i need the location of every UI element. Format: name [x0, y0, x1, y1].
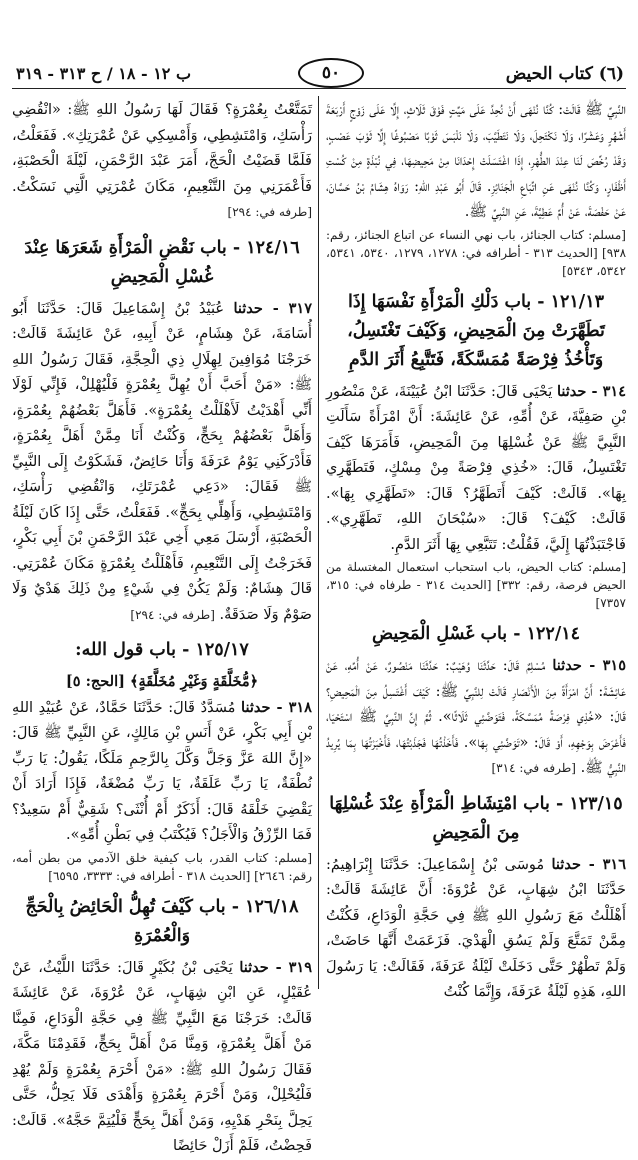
footnote-315: [طرفه في: ٣١٤]	[491, 761, 576, 775]
hadith-315	[326, 653, 626, 782]
hadith-number-316: ٣١٦ - حدثنا	[551, 855, 626, 873]
chapter-heading-122: ١٢٢/١٤ - باب غَسْلِ الْمَحِيضِ	[371, 624, 581, 644]
chapter-heading-123: ١٢٣/١٥ - باب امْتِشَاطِ الْمَرْأَةِ عِنْدَ غُسْلِهَا مِنَ الْمَحِيضِ	[329, 793, 623, 843]
footnote-317: [طرفه في: ٢٩٤]	[130, 607, 215, 622]
hadith-number-314: ٣١٤ - حدثنا	[556, 382, 626, 400]
hadith-number-319: ٣١٩ - حدثنا	[239, 958, 312, 976]
footnote-318: [مسلم: كتاب القدر، باب كيفية خلق الآدمي من بطن أمه، رقم: ٢٦٤٦] [الحديث ٣١٨ - أطرافه في: ٣٣٣٣، ٦٥٩٥]	[12, 850, 312, 883]
chapter-title: (٦) كتاب الحيض	[505, 64, 624, 84]
hadith-316-end	[12, 98, 312, 226]
hadith-number-317: ٣١٧ - حدثنا	[233, 299, 312, 317]
chapter-heading-125: ١٢٥/١٧ - باب قول الله:	[75, 640, 249, 660]
hadith-319	[12, 955, 312, 1160]
hadith-313-end: النَّبِيِّ ﷺ قَالَتْ: كُنَّا نُنْهَى أَنْ نُحِدَّ عَلَى مَيِّتٍ فَوْقَ ثَلَاثٍ، إِلَّا عَلَى زَوْجٍ أَرْبَعَةَ أَشْهُرٍ وَعَشْرًا، وَلَا نَكْتَحِلَ، وَلَا نَتَطَيَّبَ، وَلَا نَلْبَسَ ثَوْبًا مَصْبُوغًا إِلَّا ثَوْبَ عَصْبٍ، وَقَدْ رُخِّصَ لَنَا عِنْدَ الطُّهْرِ، إِذَا اغْتَسَلَتْ إِحْدَانَا مِنْ مَحِيضِهَا، فِي نُبْذَةٍ مِنْ كُسْتِ أَظْفَارٍ، وَكُنَّا نُنْهَى عَنِ اتِّبَاعِ الْجَنَائِزِ. قَالَ أَبُو عَبْدِ اللهِ: رَوَاهُ هِشَامُ بْنُ حَسَّانَ، عَنْ حَفْصَةَ، عَنْ أُمِّ عَطِيَّةَ، عَنِ النَّبِيِّ ﷺ.	[326, 102, 626, 220]
hadith-318	[12, 695, 312, 849]
hadith-314	[326, 379, 626, 559]
quran-verse: ﴿مُّخَلَّقَةٍ وَغَيْرِ مُخَلَّقَةٍ﴾ [الحج: ٥]	[65, 673, 259, 690]
hadith-number-315: ٣١٥ - حدثنا	[552, 657, 626, 674]
hadith-number-318: ٣١٨ - حدثنا	[241, 698, 312, 716]
right-column	[326, 98, 627, 1000]
footnote-314: [مسلم: كتاب الحيض، باب استحباب استعمال المغتسلة من الحيض فرصة، رقم: ٣٣٢] [الحديث ٣١٤ - طرفاه في: ٣١٥، ٧٣٥٧]	[326, 560, 627, 610]
hadith-316	[326, 852, 626, 1006]
footnote-316: [طرفه في: ٢٩٤]	[227, 205, 312, 219]
column-divider	[318, 96, 319, 989]
hadith-316-continuation: تَمَتَّعْتُ بِعُمْرَةٍ؟ فَقَالَ لَهَا رَسُولُ اللهِ ﷺ: «انْقُضِي رَأْسَكِ، وَامْتَشِطِي، وَأَمْسِكِي عَنْ عُمْرَتِكِ». فَفَعَلْتُ، فَلَمَّا قَضَيْتُ الْحَجَّ، أَمَرَ عَبْدَ الرَّحْمَنِ، لَيْلَةَ الْحَصْبَةِ، فَأَعْمَرَنِي مِنَ التَّنْعِيمِ، مَكَانَ عُمْرَتِي الَّتِي نَسَكْتُ.	[12, 102, 312, 195]
hadith-317	[12, 296, 312, 629]
footnote-313: [مسلم: كتاب الجنائز، باب نهي النساء عن اتباع الجنائز، رقم: ٩٣٨] [الحديث ٣١٣ - أطرافه في: ١٢٧٨، ١٢٧٩، ٥٣٤٠، ٥٣٤١، ٥٣٤٢، ٥٣٤٣]	[326, 227, 627, 278]
left-column	[12, 98, 312, 1154]
hadith-text-318: مُسَدَّدٌ قَالَ: حَدَّثَنَا حَمَّادٌ، عَنْ عُبَيْدِ اللهِ بْنِ أَبِي بَكْرٍ، عَنْ أَنَسِ بْنِ مَالِكٍ، عَنِ النَّبِيِّ ﷺ قَالَ: «إِنَّ اللهَ عَزَّ وَجَلَّ وَكَّلَ بِالرَّحِمِ مَلَكًا، يَقُولُ: يَا رَبِّ نُطْفَةٌ، يَا رَبِّ عَلَقَةٌ، يَا رَبِّ مُضْغَةٌ، فَإِذَا أَرَادَ أَنْ يَقْضِيَ خَلْقَهُ قَالَ: أَذَكَرٌ أَمْ أُنْثَى؟ شَقِيٌّ أَمْ سَعِيدٌ؟ فَمَا الرِّزْقُ وَالْأَجَلُ؟ فَيُكْتَبُ فِي بَطْنِ أُمِّهِ».	[12, 699, 312, 843]
hadith-text-314: يَحْيَى قَالَ: حَدَّثَنَا ابْنُ عُيَيْنَةَ، عَنْ مَنْصُورِ بْنِ صَفِيَّةَ، عَنْ أُمِّهِ، عَنْ عَائِشَةَ: أَنَّ امْرَأَةً سَأَلَتِ النَّبِيَّ ﷺ عَنْ غُسْلِهَا مِنَ الْمَحِيضِ، فَأَمَرَهَا كَيْفَ تَغْتَسِلُ، قَالَ: «خُذِي فِرْصَةً مِنْ مِسْكٍ، فَتَطَهَّرِي بِهَا». قَالَتْ: كَيْفَ أَتَطَهَّرُ؟ قَالَ: «تَطَهَّرِي بِهَا». قَالَتْ: كَيْفَ؟ قَالَ: «سُبْحَانَ اللهِ، تَطَهَّرِي». فَاجْتَبَذْتُهَا إِلَيَّ، فَقُلْتُ: تَتَبَّعِي بِهَا أَثَرَ الدَّمِ.	[326, 383, 626, 553]
hadith-range: ب ١٢ - ١٨ / ح ٣١٣ - ٣١٩	[16, 64, 192, 83]
hadith-text-319: يَحْيَى بْنُ بُكَيْرٍ قَالَ: حَدَّثَنَا اللَّيْثُ، عَنْ عُقَيْلٍ، عَنِ ابْنِ شِهَابٍ، عَنْ عُرْوَةَ، عَنْ عَائِشَةَ قَالَتْ: خَرَجْنَا مَعَ النَّبِيِّ ﷺ فِي حَجَّةِ الْوَدَاعِ، فَمِنَّا مَنْ أَهَلَّ بِعُمْرَةٍ، وَمِنَّا مَنْ أَهَلَّ بِحَجٍّ، فَقَدِمْنَا مَكَّةَ، فَقَالَ رَسُولُ اللهِ ﷺ: «مَنْ أَحْرَمَ بِعُمْرَةٍ وَلَمْ يُهْدِ فَلْيُحْلِلْ، وَمَنْ أَحْرَمَ بِعُمْرَةٍ وَأَهْدَى فَلَا يَحِلُّ، حَتَّى يَحِلَّ بِنَحْرِ هَدْيِهِ، وَمَنْ أَهَلَّ بِحَجٍّ فَلْيُتِمَّ حَجَّهُ». قَالَتْ: فَحِضْتُ، فَلَمْ أَزَلْ حَائِضًا	[12, 959, 312, 1154]
chapter-heading-126: ١٢٦/١٨ - باب كَيْفَ تُهِلُّ الْحَائِضُ بِالْحَجِّ وَالْعُمْرَةِ	[25, 896, 299, 946]
hadith-text-315: مُسْلِمٌ قَالَ: حَدَّثَنَا وُهَيْبٌ: حَدَّثَنَا مَنْصُورٌ، عَنْ أُمِّهِ، عَنْ عَائِشَةَ: أَنَّ امْرَأَةً مِنَ الْأَنْصَارِ قَالَتْ لِلنَّبِيِّ ﷺ: كَيْفَ أَغْتَسِلُ مِنَ الْمَحِيضِ؟ قَالَ: «خُذِي فِرْصَةً مُمَسَّكَةً، فَتَوَضَّئِي ثَلَاثًا». ثُمَّ إِنَّ النَّبِيَّ ﷺ اسْتَحْيَا، فَأَعْرَضَ بِوَجْهِهِ، أَوْ قَالَ: «تَوَضَّئِي بِهَا». فَأَخَذْتُهَا فَجَذَبْتُهَا، فَأَخْبَرْتُهَا بِمَا يُرِيدُ النَّبِيُّ ﷺ.	[326, 658, 626, 776]
hadith-text-316: مُوسَى بْنُ إِسْمَاعِيلَ: حَدَّثَنَا إِبْرَاهِيمُ: حَدَّثَنَا ابْنُ شِهَابٍ، عَنْ عُرْوَةَ: أَنَّ عَائِشَةَ قَالَتْ: أَهْلَلْتُ مَعَ رَسُولِ اللهِ ﷺ فِي حَجَّةِ الْوَدَاعِ، فَكُنْتُ مِمَّنْ تَمَتَّعَ وَلَمْ يَسُقِ الْهَدْيَ. فَزَعَمَتْ أَنَّهَا حَاضَتْ، وَلَمْ تَطْهُرْ حَتَّى دَخَلَتْ لَيْلَةُ عَرَفَةَ، فَقَالَتْ: يَا رَسُولَ اللهِ، هَذِهِ لَيْلَةُ عَرَفَةَ، وَإِنَّمَا كُنْتُ	[326, 856, 626, 1000]
chapter-heading-124: ١٢٤/١٦ - باب نَقْضِ الْمَرْأَةِ شَعَرَهَا عِنْدَ غُسْلِ الْمَحِيضِ	[24, 237, 300, 287]
chapter-heading-121: ١٢١/١٣ - باب دَلْكِ الْمَرْأَةِ نَفْسَهَا إِذَا تَطَهَّرَتْ مِنَ الْمَحِيضِ، وَكَيْفَ تَغْتَسِلُ، وَتَأْخُذُ فِرْصَةً مُمَسَّكَةً، فَتَتَّبِعُ أَثَرَ الدَّمِ	[347, 291, 605, 370]
page-header	[12, 58, 626, 89]
hadith-text-317: عُبَيْدُ بْنُ إِسْمَاعِيلَ قَالَ: حَدَّثَنَا أَبُو أُسَامَةَ، عَنْ هِشَامٍ، عَنْ أَبِيهِ، عَنْ عَائِشَةَ قَالَتْ: خَرَجْنَا مُوَافِينَ لِهِلَالِ ذِي الْحِجَّةِ، فَقَالَ رَسُولُ اللهِ ﷺ: «مَنْ أَحَبَّ أَنْ يُهِلَّ بِعُمْرَةٍ فَلْيُهْلِلْ، فَإِنِّي لَوْلَا أَنِّي أَهْدَيْتُ لَأَهْلَلْتُ بِعُمْرَةٍ». فَأَهَلَّ بَعْضُهُمْ بِعُمْرَةٍ، وَأَهَلَّ بَعْضُهُمْ بِحَجٍّ، وَكُنْتُ أَنَا مِمَّنْ أَهَلَّ بِعُمْرَةٍ، فَأَدْرَكَنِي يَوْمُ عَرَفَةَ وَأَنَا حَائِضٌ، فَشَكَوْتُ إِلَى النَّبِيِّ ﷺ فَقَالَ: «دَعِي عُمْرَتَكِ، وَانْقُضِي رَأْسَكِ، وَامْتَشِطِي، وَأَهِلِّي بِحَجٍّ». فَفَعَلْتُ، حَتَّى إِذَا كَانَ لَيْلَةُ الْحَصْبَةِ، أَرْسَلَ مَعِي أَخِي عَبْدَ الرَّحْمَنِ بْنَ أَبِي بَكْرٍ، فَخَرَجْتُ إِلَى التَّنْعِيمِ، فَأَهْلَلْتُ بِعُمْرَةٍ مَكَانَ عُمْرَتِي. قَالَ هِشَامٌ: وَلَمْ يَكُنْ فِي شَيْءٍ مِنْ ذَلِكَ هَدْيٌ وَلَا صَوْمٌ وَلَا صَدَقَةٌ.	[12, 300, 312, 623]
page-number: ٥٠	[298, 58, 364, 88]
